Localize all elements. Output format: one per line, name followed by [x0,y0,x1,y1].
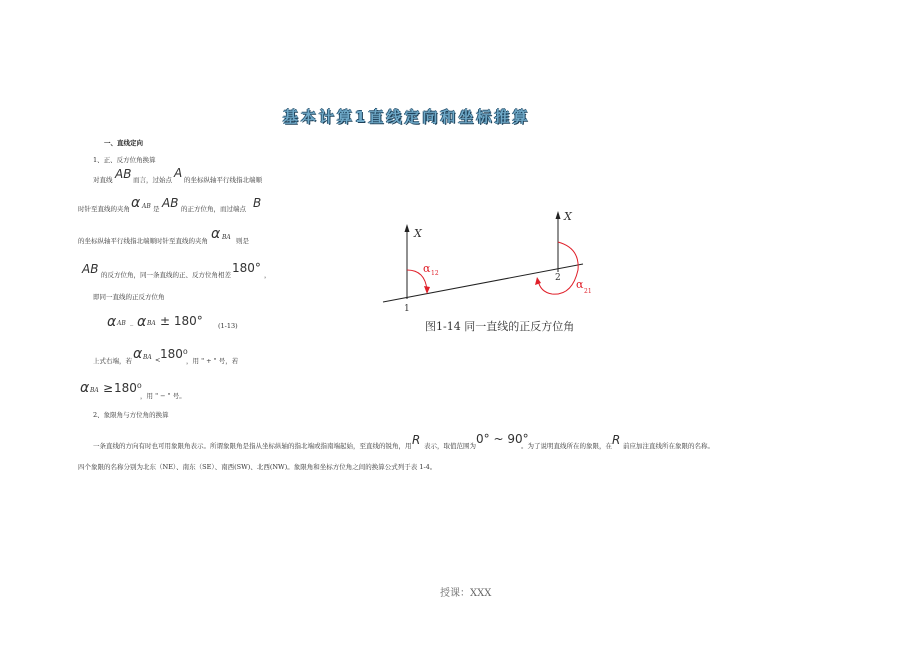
math-alpha-ab: α [131,195,141,211]
math-b: B [253,196,262,210]
formula-alpha-ba: α [137,314,147,330]
text-line2-is: 是 [153,205,160,213]
text-line6-b: ，用 " + " 号，若 [186,357,239,365]
text-line1-c: 的坐标纵轴平行线指北端顺 [184,176,262,184]
subsection-1: 1、正、反方位角换算 [93,156,156,164]
alpha21-label: α [576,278,584,291]
point-2-label: 2 [555,273,561,283]
math-ab: AB [115,167,132,181]
left-axis-arrow-icon [405,224,410,232]
math-180-3: 180⁰ [114,381,142,395]
alpha21-sub: 21 [584,288,592,295]
math-alpha-ba: α [211,226,221,242]
right-axis-arrow-icon [556,211,561,219]
text-line5: 即同一直线的正反方位角 [93,293,165,301]
footer-instructor: 授课：XXX [440,588,492,599]
formula-minus: _ [130,318,134,326]
math-a: A [174,166,183,180]
page-title: 基本计算1直线定向和坐标推算 [283,108,531,126]
text-line2-b: 的正方位角，而过端点 [181,205,246,213]
text-line3-b: 则是 [236,237,249,245]
figure-caption: 图1-14 同一直线的正反方位角 [425,320,575,333]
text-line2-a: 时针至直线的夹角 [78,205,130,213]
math-range: 0° ~ 90° [476,432,529,446]
text-line6-a: 上式右端，若 [93,357,132,365]
math-ab-3: AB [82,262,99,276]
para-text-2: 四个象限的名称分别为北东（NE）、南东（SE）、南西(SW)、北西(NW)。象限角和坐标方位角之间的换算公式列于表 1-4。 [78,463,437,471]
math-alpha-ba-3-sub: BA [90,387,99,394]
x-label-left: X [414,227,422,240]
text-line1-b: 而言，过始点 [133,176,172,184]
para-text-1d: 前应加注直线所在象限的名称。 [623,442,714,450]
text-line4-b: ， [264,271,271,279]
text-line1-a: 对直线 [93,176,113,184]
alpha21-arrow-icon [535,277,541,285]
alpha12-sub: 12 [431,270,439,277]
math-r-2: R [612,433,621,447]
math-ab-2: AB [162,196,179,210]
formula-alpha-ab: α [107,314,117,330]
text-line7-b: ，用 " − " 号。 [140,392,186,400]
para-text-1a: 一条直线的方向有时也可用象限角表示。所谓象限角是指从坐标纵轴的指北端或指南端起始，至直线的锐角，用 [93,442,412,450]
subsection-2: 2、象限角与方位角的换算 [93,411,169,419]
math-alpha-ba-2-sub: BA [143,354,152,361]
math-alpha-ba-sub: BA [222,234,231,241]
para-text-1c: 。为了说明直线所在的象限，在 [521,442,612,450]
math-alpha-ba-3: α [80,380,90,396]
x-label-right: X [564,210,572,223]
formula-pm-180: ± 180° [160,314,203,328]
para-text-1b: 表示，取值范围为 [424,442,476,450]
section-heading: 一、直线定向 [104,139,143,147]
direction-figure [380,200,600,315]
math-r-1: R [412,433,421,447]
math-lt: < [155,356,161,364]
formula-number: (1-13) [218,322,238,330]
math-180: 180° [232,261,261,275]
formula-sub-ba: BA [147,320,156,327]
point-1-label: 1 [404,304,410,314]
text-line3-a: 的坐标纵轴平行线指北端顺时针至直线的夹角 [78,237,208,245]
math-180-2: 180⁰ [160,347,188,361]
alpha12-label: α [423,262,431,275]
math-alpha-ba-2: α [133,346,143,362]
formula-sub-ab: AB [117,320,126,327]
text-line4-a: 的反方位角，同一条直线的正、反方位角相差 [101,271,231,279]
math-ge: ≥ [103,381,114,395]
line-1-2 [383,264,583,302]
math-alpha-ab-sub: AB [142,203,151,210]
